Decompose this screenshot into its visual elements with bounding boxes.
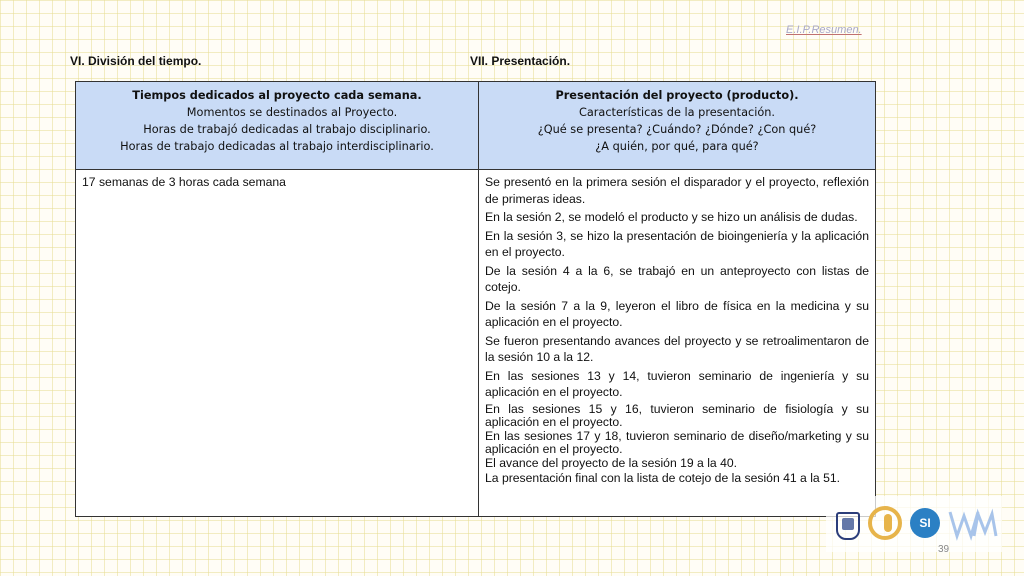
header-line: Momentos se destinados al Proyecto. <box>186 106 398 119</box>
header-cell-presentation <box>479 82 876 170</box>
header-tag: E.I.P.Resumen. <box>786 24 862 36</box>
header-title-time: Tiempos dedicados al proyecto cada semana. <box>132 89 422 102</box>
body-cell-presentation <box>479 170 876 517</box>
header-title-presentation: Presentación del proyecto (producto). <box>555 89 799 102</box>
header-line: Características de la presentación. <box>578 106 776 119</box>
session-item: El avance del proyecto de la sesión 19 a la 40. <box>485 456 738 471</box>
session-item: En las sesiones 17 y 18, tuvieron seminario de diseño/marketing y su aplicación en el proyecto. <box>485 428 869 457</box>
header-cell-time <box>76 82 479 170</box>
session-item: Se fueron presentando avances del proyecto y se retroalimentaron de la sesión 10 a la 12. <box>485 333 869 364</box>
header-line: ¿Qué se presenta? ¿Cuándo? ¿Dónde? ¿Con qué? <box>537 123 817 136</box>
table-header-row <box>76 82 876 170</box>
weeks-text: 17 semanas de 3 horas cada semana <box>82 175 286 189</box>
session-item: En la sesión 3, se hizo la presentación de bioingeniería y la aplicación en el proyecto. <box>485 228 869 259</box>
dgire-logo-icon <box>868 506 902 540</box>
session-item: En las sesiones 13 y 14, tuvieron seminario de ingeniería y su aplicación en el proyecto. <box>485 368 869 399</box>
session-item: De la sesión 7 a la 9, leyeron el libro de física en la medicina y su aplicación en el proyecto. <box>485 298 869 329</box>
session-item: Se presentó en la primera sesión el disparador y el proyecto, reflexión de primeras ideas. <box>485 175 869 206</box>
session-item: La presentación final con la lista de cotejo de la sesión 41 a la 51. <box>485 470 841 485</box>
header-line: Horas de trabajó dedicadas al trabajo disciplinario. <box>143 123 431 136</box>
unam-logo-icon <box>836 512 860 540</box>
section-title-time: VI. División del tiempo. <box>70 54 202 68</box>
page-number: 39 <box>938 544 950 555</box>
table-body-row <box>76 170 876 517</box>
session-list <box>479 170 875 485</box>
body-cell-time <box>76 170 479 517</box>
summary-table <box>75 81 876 517</box>
session-item: En la sesión 2, se modeló el producto y se hizo un análisis de dudas. <box>485 210 858 224</box>
header-line: ¿A quién, por qué, para qué? <box>595 140 759 153</box>
si-logo-icon: SI <box>910 508 940 538</box>
footer-logos <box>826 496 1002 552</box>
session-item: De la sesión 4 a la 6, se trabajó en un anteproyecto con listas de cotejo. <box>485 263 869 294</box>
header-line: Horas de trabajo dedicadas al trabajo interdisciplinario. <box>120 140 434 153</box>
session-item: En las sesiones 15 y 16, tuvieron seminario de fisiología y su aplicación en el proyecto. <box>485 401 869 429</box>
section-title-presentation: VII. Presentación. <box>470 54 571 68</box>
wm-logo-icon <box>948 506 998 542</box>
